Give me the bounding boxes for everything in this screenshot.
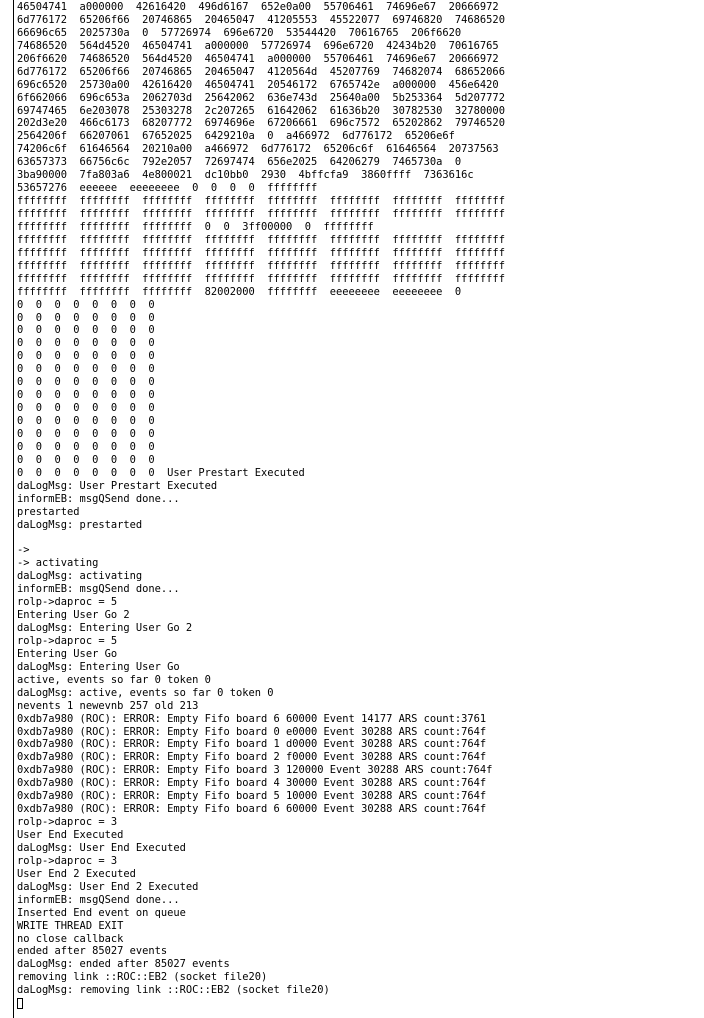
terminal-line: daLogMsg: active, events so far 0 token 0 — [17, 686, 274, 699]
terminal-line: 696c6520 25730a00 42616420 46504741 20546172 6765742e a000000 456e6420 — [17, 78, 499, 91]
terminal-line: ffffffff ffffffff ffffffff ffffffff ffffffff ffffffff ffffffff ffffffff — [17, 272, 505, 285]
terminal-line: 0 0 0 0 0 0 0 0 — [17, 376, 155, 389]
terminal-line: 0 0 0 0 0 0 0 0 — [17, 363, 155, 376]
terminal-line: daLogMsg: Entering User Go — [17, 660, 180, 673]
terminal-line: daLogMsg: User End Executed — [17, 841, 186, 854]
terminal-line: -> — [17, 544, 30, 557]
terminal-line: 0 0 0 0 0 0 0 0 — [17, 324, 155, 337]
terminal-line: daLogMsg: prestarted — [17, 518, 143, 531]
terminal-line: 0 0 0 0 0 0 0 0 — [17, 350, 155, 363]
terminal-line: 6f662066 696c653a 2062703d 25642062 636e743d 25640a00 5b253364 5d207772 — [17, 91, 505, 104]
terminal-line: ffffffff ffffffff ffffffff ffffffff ffffffff ffffffff ffffffff ffffffff — [17, 233, 505, 246]
terminal-line: 74686520 564d4520 46504741 a000000 57726974 696e6720 42434b20 70616765 — [17, 39, 499, 52]
terminal-line: no close callback — [17, 932, 124, 945]
terminal-line: daLogMsg: User Prestart Executed — [17, 479, 218, 492]
terminal-line: ended after 85027 events — [17, 945, 168, 958]
text-cursor — [17, 998, 23, 1009]
terminal-line: 0 0 0 0 0 0 0 0 — [17, 298, 155, 311]
terminal-line: Inserted End event on queue — [17, 906, 186, 919]
terminal-line: ffffffff ffffffff ffffffff ffffffff ffffffff ffffffff ffffffff ffffffff — [17, 195, 505, 208]
terminal-line: informEB: msgQSend done... — [17, 583, 180, 596]
terminal-line: 0 0 0 0 0 0 0 0 — [17, 427, 155, 440]
terminal-line: 206f6620 74686520 564d4520 46504741 a000000 55706461 74696e67 20666972 — [17, 52, 499, 65]
terminal-line: rolp->daproc = 5 — [17, 634, 118, 647]
terminal-line: prestarted — [17, 505, 80, 518]
terminal-line: User End 2 Executed — [17, 867, 136, 880]
terminal-line: 69747465 6e203078 25303278 2c207265 61642062 61636b20 30782530 32780000 — [17, 104, 505, 117]
terminal-line: 0xdb7a980 (ROC): ERROR: Empty Fifo board 0 e0000 Event 30288 ARS count:764f — [17, 725, 487, 738]
terminal-output — [17, 1, 701, 1010]
terminal-line: 0 0 0 0 0 0 0 0 User Prestart Executed — [17, 466, 305, 479]
terminal-line: -> activating — [17, 557, 99, 570]
terminal-line: rolp->daproc = 3 — [17, 854, 118, 867]
terminal-line — [17, 531, 701, 544]
terminal-prompt-line[interactable] — [17, 997, 701, 1010]
terminal-line: User End Executed — [17, 829, 124, 841]
terminal-line: daLogMsg: ended after 85027 events — [17, 958, 230, 971]
terminal-line: rolp->daproc = 3 — [17, 816, 118, 829]
scrollbar-thumb[interactable] — [1, 0, 12, 1018]
terminal-line: 202d3e20 466c6173 68207772 6974696e 67206661 696c7572 65202862 79746520 — [17, 117, 505, 130]
terminal-line: 6d776172 65206f66 20746865 20465047 41205553 45522077 69746820 74686520 — [17, 13, 505, 26]
terminal-line: 6d776172 65206f66 20746865 20465047 4120564d 45207769 74682074 68652066 — [17, 65, 505, 78]
terminal-line: 0xdb7a980 (ROC): ERROR: Empty Fifo board 1 d0000 Event 30288 ARS count:764f — [17, 738, 487, 751]
terminal-line: ffffffff ffffffff ffffffff 82002000 ffffffff eeeeeeee eeeeeeee 0 — [17, 285, 462, 298]
terminal-line: 46504741 a000000 42616420 496d6167 652e0a00 55706461 74696e67 20666972 — [17, 1, 499, 13]
terminal-line: rolp->daproc = 5 — [17, 596, 118, 609]
terminal-line: 66696c65 2025730a 0 57726974 696e6720 53544420 70616765 206f6620 — [17, 26, 462, 39]
terminal-line: 0 0 0 0 0 0 0 0 — [17, 311, 155, 324]
terminal-line: WRITE THREAD EXIT — [17, 919, 124, 932]
terminal-line: 0 0 0 0 0 0 0 0 — [17, 389, 155, 402]
terminal-line: 0 0 0 0 0 0 0 0 — [17, 337, 155, 350]
terminal-line: ffffffff ffffffff ffffffff ffffffff ffffffff ffffffff ffffffff ffffffff — [17, 259, 505, 272]
terminal-line: active, events so far 0 token 0 — [17, 673, 211, 686]
terminal-line: 0xdb7a980 (ROC): ERROR: Empty Fifo board 2 f0000 Event 30288 ARS count:764f — [17, 751, 487, 764]
terminal-line: 0 0 0 0 0 0 0 0 — [17, 440, 155, 453]
terminal-line: 2564206f 66207061 67652025 6429210a 0 a466972 6d776172 65206e6f — [17, 130, 455, 143]
terminal-line: nevents 1 newevnb 257 old 213 — [17, 699, 199, 712]
terminal-line: 0xdb7a980 (ROC): ERROR: Empty Fifo board 6 60000 Event 30288 ARS count:764f — [17, 803, 487, 816]
terminal-line: daLogMsg: Entering User Go 2 — [17, 622, 193, 634]
terminal-scrollbar[interactable] — [0, 0, 14, 1018]
terminal-line: daLogMsg: activating — [17, 570, 143, 583]
terminal-line: informEB: msgQSend done... — [17, 492, 180, 505]
terminal-line: 0xdb7a980 (ROC): ERROR: Empty Fifo board 6 60000 Event 14177 ARS count:3761 — [17, 712, 487, 725]
terminal-line: informEB: msgQSend done... — [17, 893, 180, 906]
terminal-line: ffffffff ffffffff ffffffff ffffffff ffffffff ffffffff ffffffff ffffffff — [17, 208, 505, 220]
terminal-line: daLogMsg: removing link ::ROC::EB2 (socket file20) — [17, 984, 330, 997]
terminal-line: 0xdb7a980 (ROC): ERROR: Empty Fifo board 5 10000 Event 30288 ARS count:764f — [17, 790, 487, 803]
terminal-line: 53657276 eeeeee eeeeeeee 0 0 0 0 ffffffff — [17, 182, 318, 195]
terminal-line: daLogMsg: User End 2 Executed — [17, 880, 199, 893]
terminal-line: ffffffff ffffffff ffffffff 0 0 3ff00000 0 ffffffff — [17, 220, 374, 233]
terminal-line: ffffffff ffffffff ffffffff ffffffff ffffffff ffffffff ffffffff ffffffff — [17, 246, 505, 259]
terminal-line: Entering User Go — [17, 647, 118, 660]
terminal-line: 0xdb7a980 (ROC): ERROR: Empty Fifo board 4 30000 Event 30288 ARS count:764f — [17, 777, 487, 790]
terminal-line: 3ba90000 7fa803a6 4e800021 dc10bb0 2930 4bffcfa9 3860ffff 7363616c — [17, 169, 474, 182]
terminal-line: 0 0 0 0 0 0 0 0 — [17, 415, 155, 427]
terminal-line: 74206c6f 61646564 20210a00 a466972 6d776172 65206c6f 61646564 20737563 — [17, 143, 499, 156]
terminal-line: 0 0 0 0 0 0 0 0 — [17, 402, 155, 415]
terminal-line: Entering User Go 2 — [17, 609, 130, 622]
terminal-line: 0xdb7a980 (ROC): ERROR: Empty Fifo board 3 120000 Event 30288 ARS count:764f — [17, 764, 493, 777]
terminal-line: 0 0 0 0 0 0 0 0 — [17, 453, 155, 466]
terminal-line: removing link ::ROC::EB2 (socket file20) — [17, 971, 268, 984]
terminal-line: 63657373 66756c6c 792e2057 72697474 656e2025 64206279 7465730a 0 — [17, 156, 462, 169]
